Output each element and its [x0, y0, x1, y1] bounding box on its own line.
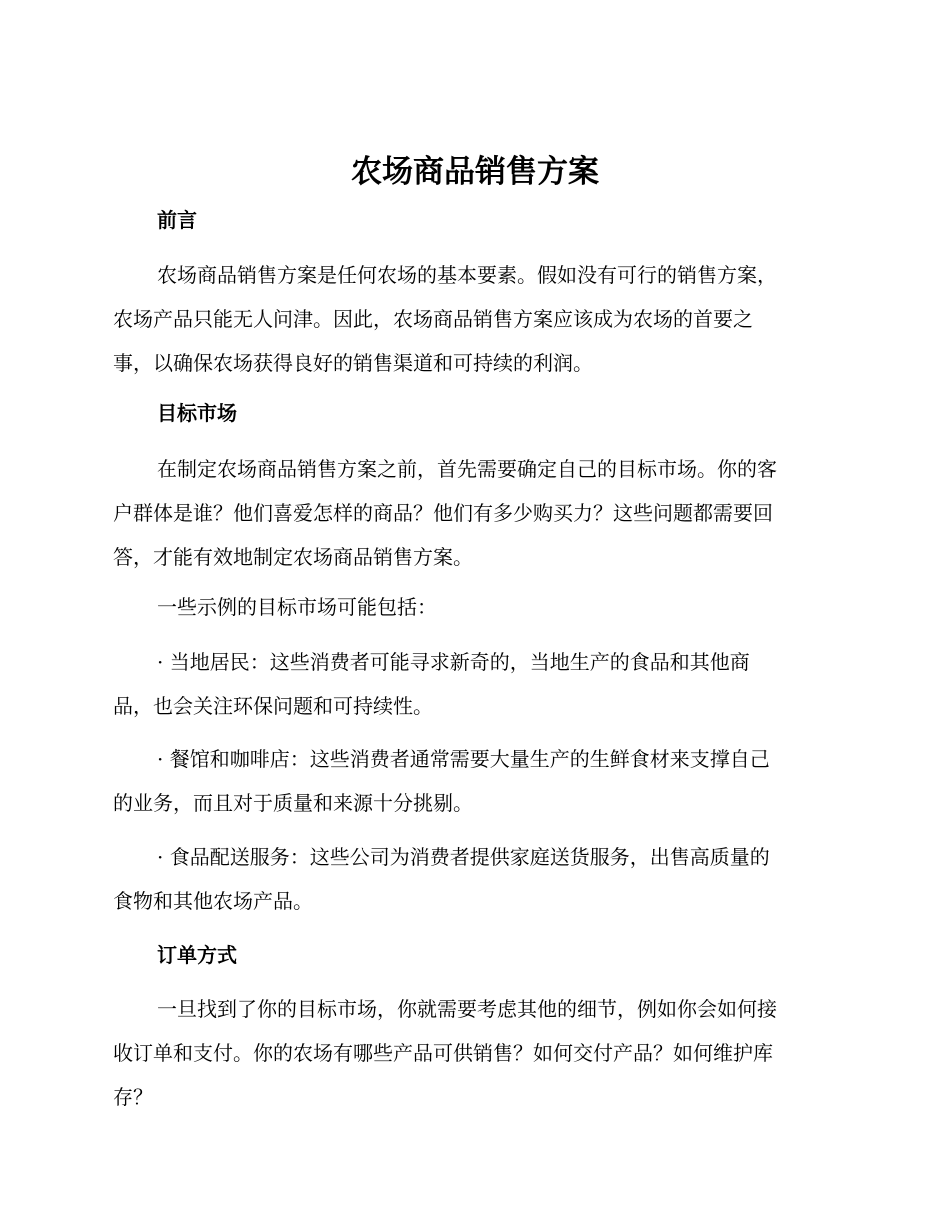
paragraph-line: · 当地居民：这些消费者可能寻求新奇的，当地生产的食品和其他商	[157, 650, 750, 674]
paragraph-target-market-intro	[113, 447, 833, 579]
paragraph-line: 品，也会关注环保问题和可持续性。	[113, 694, 433, 718]
list-item-restaurants	[113, 737, 833, 825]
paragraph-line: · 食品配送服务：这些公司为消费者提供家庭送货服务，出售高质量的	[157, 845, 770, 869]
paragraph-line: · 餐馆和咖啡店：这些消费者通常需要大量生产的生鲜食材来支撑自己	[157, 747, 770, 771]
paragraph-line: 一旦找到了你的目标市场，你就需要考虑其他的细节，例如你会如何接	[157, 997, 777, 1021]
paragraph-line: 答，才能有效地制定农场商品销售方案。	[113, 545, 473, 569]
paragraph-line: 收订单和支付。你的农场有哪些产品可供销售？如何交付产品？如何维护库	[113, 1041, 773, 1065]
paragraph-line: 农场产品只能无人问津。因此，农场商品销售方案应该成为农场的首要之	[113, 307, 753, 331]
paragraph-line: 一些示例的目标市场可能包括：	[157, 595, 437, 619]
list-item-local-residents	[113, 640, 833, 728]
paragraph-preface	[113, 253, 833, 385]
section-heading-target-market: 目标市场	[157, 401, 237, 425]
paragraph-line: 的业务，而且对于质量和来源十分挑剔。	[113, 791, 473, 815]
paragraph-line: 事，以确保农场获得良好的销售渠道和可持续的利润。	[113, 351, 593, 375]
section-heading-ordering: 订单方式	[157, 943, 237, 967]
paragraph-examples-intro	[113, 585, 833, 629]
paragraph-line: 在制定农场商品销售方案之前，首先需要确定自己的目标市场。你的客	[157, 457, 777, 481]
document-title: 农场商品销售方案	[351, 154, 599, 190]
section-heading-preface: 前言	[157, 208, 197, 232]
paragraph-line: 食物和其他农场产品。	[113, 889, 313, 913]
paragraph-line: 户群体是谁？他们喜爱怎样的商品？他们有多少购买力？这些问题都需要回	[113, 501, 773, 525]
paragraph-line: 农场商品销售方案是任何农场的基本要素。假如没有可行的销售方案，	[157, 263, 777, 287]
list-item-food-delivery	[113, 835, 833, 923]
paragraph-line: 存？	[113, 1085, 153, 1109]
paragraph-ordering	[113, 987, 833, 1119]
